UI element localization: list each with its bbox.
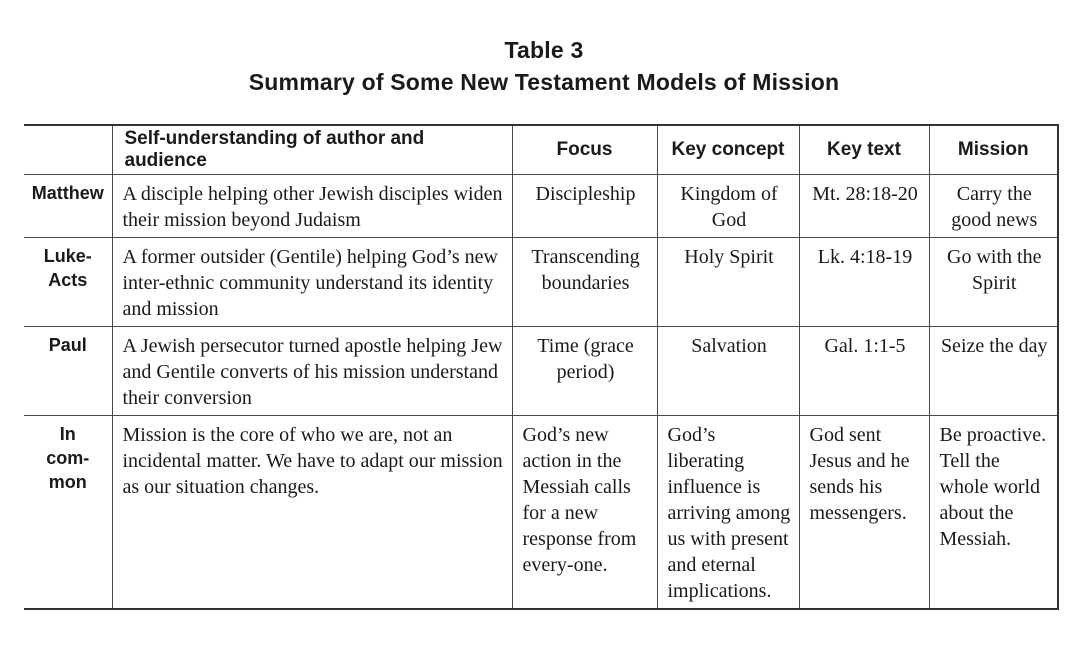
- header-key-text: Key text: [799, 125, 929, 175]
- cell-key-text: God sent Jesus and he sends his messengers.: [799, 416, 929, 610]
- table-number: Table 3: [504, 37, 584, 63]
- table-row-paul: [24, 327, 1058, 416]
- cell-focus: Time (grace period): [512, 327, 657, 416]
- table-row-luke-acts: [24, 238, 1058, 327]
- row-label-line: Luke-: [43, 246, 92, 266]
- mission-models-table: [24, 124, 1059, 610]
- cell-self-understanding: A former outsider (Gentile) helping God’s new inter-ethnic community understand its identity and mission: [112, 238, 512, 327]
- cell-mission: Seize the day: [929, 327, 1058, 416]
- cell-key-text: Mt. 28:18-20: [799, 175, 929, 238]
- cell-key-concept: Holy Spirit: [657, 238, 799, 327]
- row-label: [24, 416, 112, 610]
- row-label-line: Matthew: [31, 183, 104, 203]
- row-label-line: mon: [48, 472, 87, 492]
- cell-key-text: Lk. 4:18-19: [799, 238, 929, 327]
- row-label: [24, 175, 112, 238]
- cell-focus: God’s new action in the Messiah calls for a new response from every-one.: [512, 416, 657, 610]
- cell-self-understanding: Mission is the core of who we are, not an incidental matter. We have to adapt our mission as our situation changes.: [112, 416, 512, 610]
- cell-mission: Carry the good news: [929, 175, 1058, 238]
- cell-focus: Transcending boundaries: [512, 238, 657, 327]
- row-label-line: Acts: [48, 270, 88, 290]
- cell-self-understanding: A Jewish persecutor turned apostle helping Jew and Gentile converts of his mission understand their conversion: [112, 327, 512, 416]
- row-label-line: com-: [46, 448, 90, 468]
- header-self-understanding: Self-understanding of author and audience: [112, 125, 512, 175]
- header-key-concept: Key concept: [657, 125, 799, 175]
- cell-key-concept: Salvation: [657, 327, 799, 416]
- cell-focus: Discipleship: [512, 175, 657, 238]
- cell-mission: Be proactive. Tell the whole world about the Messiah.: [929, 416, 1058, 610]
- cell-key-concept: Kingdom of God: [657, 175, 799, 238]
- table-row-in-common: [24, 416, 1058, 610]
- row-label: [24, 327, 112, 416]
- row-label-line: Paul: [48, 335, 87, 355]
- header-label: [24, 125, 112, 175]
- cell-mission: Go with the Spirit: [929, 238, 1058, 327]
- table-caption: [0, 34, 1088, 98]
- row-label-line: In: [59, 424, 76, 444]
- row-label: [24, 238, 112, 327]
- cell-key-text: Gal. 1:1-5: [799, 327, 929, 416]
- cell-key-concept: God’s liberating influence is arriving among us with present and eternal implications.: [657, 416, 799, 610]
- header-row: [24, 125, 1058, 175]
- table-row-matthew: [24, 175, 1058, 238]
- table-title: Summary of Some New Testament Models of Mission: [248, 69, 840, 95]
- header-focus: Focus: [512, 125, 657, 175]
- header-mission: Mission: [929, 125, 1058, 175]
- cell-self-understanding: A disciple helping other Jewish disciples widen their mission beyond Judaism: [112, 175, 512, 238]
